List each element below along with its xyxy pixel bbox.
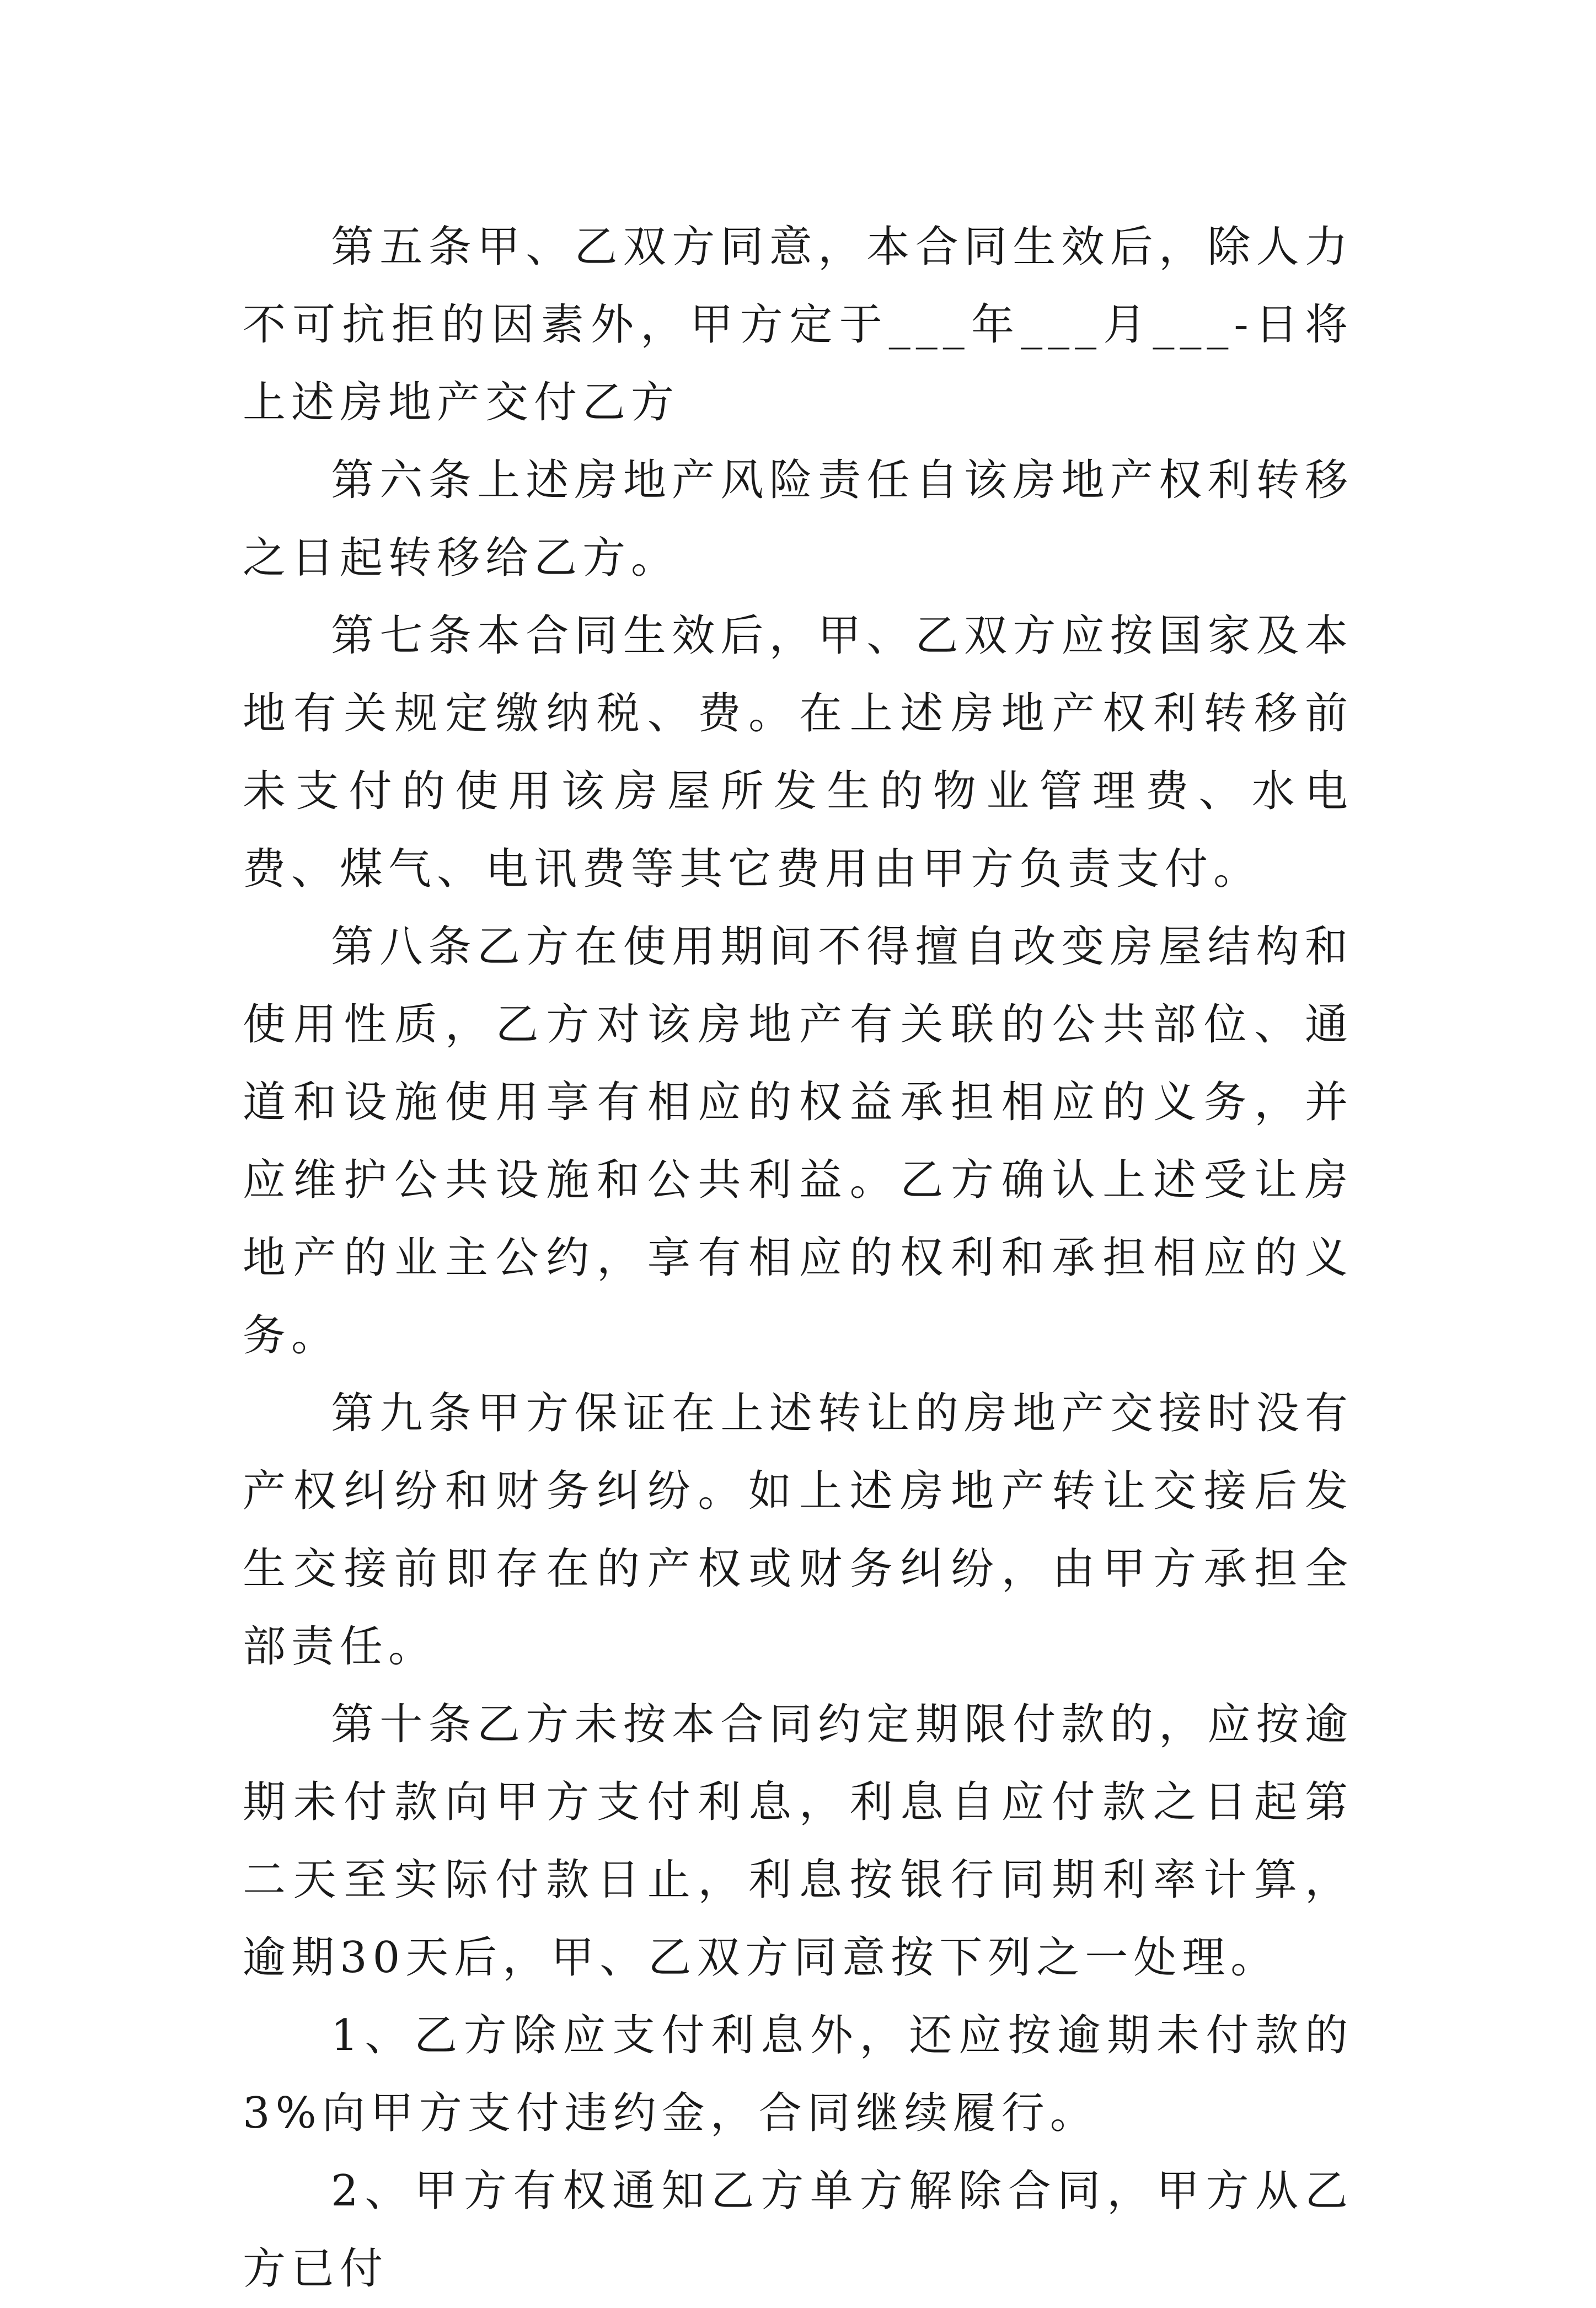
paragraph-article-8: 第八条乙方在使用期间不得擅自改变房屋结构和使用性质，乙方对该房地产有关联的公共部位、通道和设施使用享有相应的权益承担相应的义务，并应维护公共设施和公共利益。乙方确认上述受让房地产的业主公约，享有相应的权利和承担相应的义务。: [243, 922, 1353, 1361]
paragraph-article-5: 第五条甲、乙双方同意，本合同生效后，除人力不可抗拒的因素外，甲方定于___年___月___-日将上述房地产交付乙方: [243, 222, 1353, 427]
paragraph-article-9: 第九条甲方保证在上述转让的房地产交接时没有产权纠纷和财务纠纷。如上述房地产转让交接后发生交接前即存在的产权或财务纠纷，由甲方承担全部责任。: [243, 1389, 1353, 1672]
paragraph-article-7: 第七条本合同生效后，甲、乙双方应按国家及本地有关规定缴纳税、费。在上述房地产权利转移前未支付的使用该房屋所发生的物业管理费、水电费、煤气、电讯费等其它费用由甲方负责支付。: [243, 611, 1353, 894]
paragraph-item-2: 2、甲方有权通知乙方单方解除合同，甲方从乙方已付: [243, 2166, 1353, 2294]
paragraph-article-6: 第六条上述房地产风险责任自该房地产权利转移之日起转移给乙方。: [243, 456, 1353, 583]
document-body: [243, 208, 1353, 2308]
paragraph-item-1: 1、乙方除应支付利息外，还应按逾期未付款的3%向甲方支付违约金，合同继续履行。: [243, 2011, 1353, 2138]
paragraph-article-10: 第十条乙方未按本合同约定期限付款的，应按逾期未付款向甲方支付利息，利息自应付款之日起第二天至实际付款日止，利息按银行同期利率计算，逾期30天后，甲、乙双方同意按下列之一处理。: [243, 1700, 1353, 1983]
